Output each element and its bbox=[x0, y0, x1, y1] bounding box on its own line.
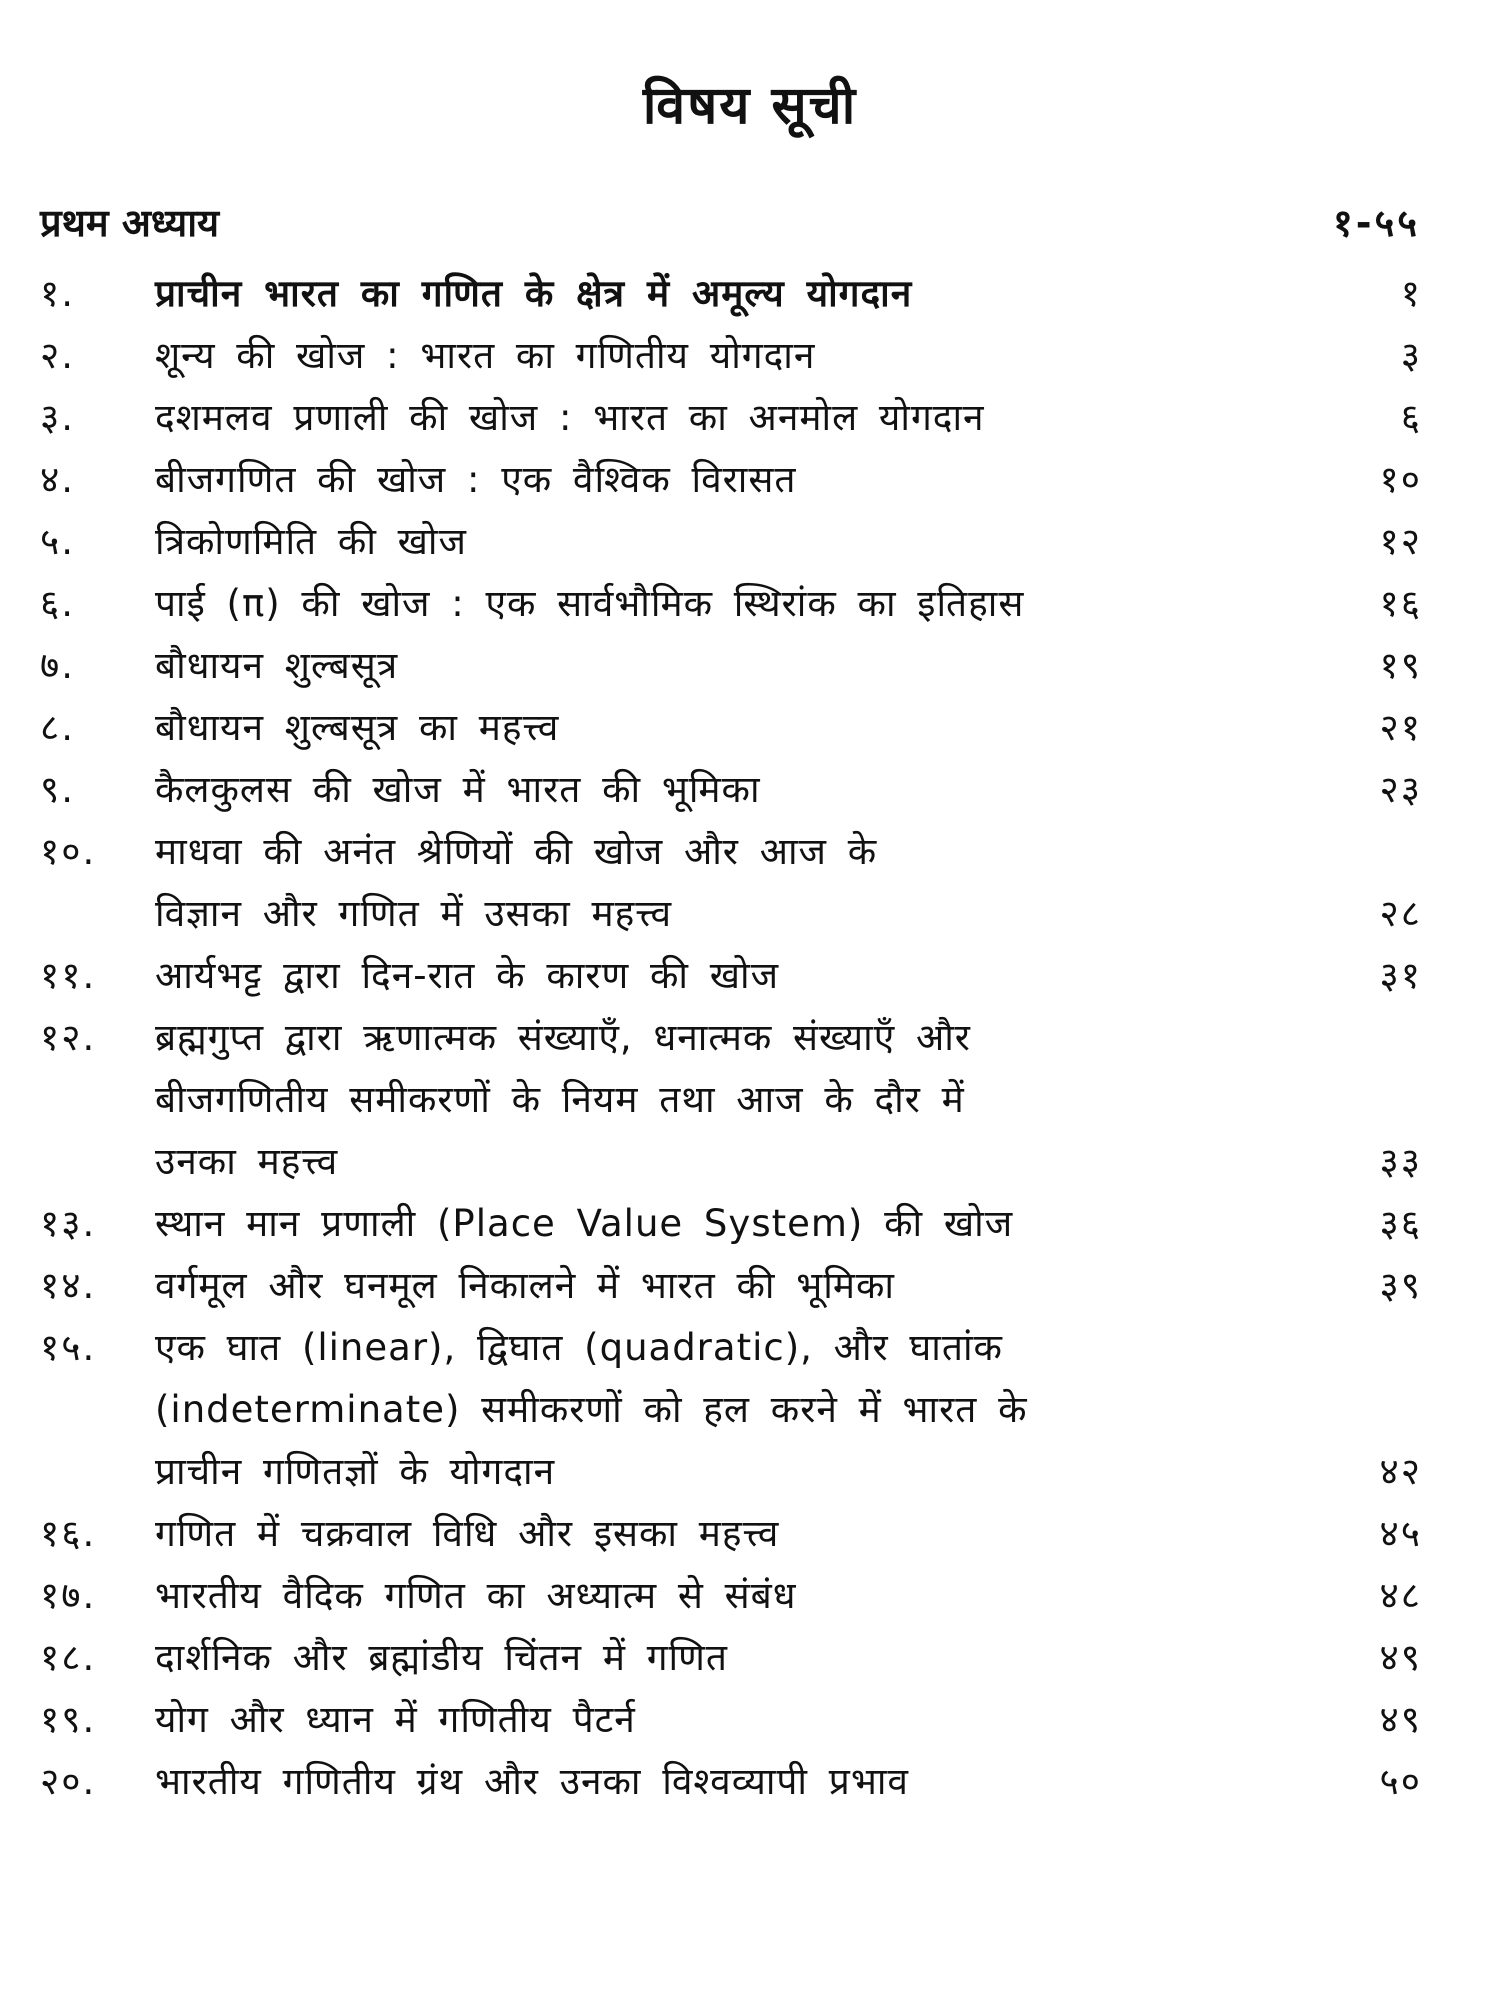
toc-entry-page: ३३ bbox=[1379, 1140, 1422, 1183]
toc-entry-number: ७. bbox=[40, 644, 76, 687]
toc-entry-page: ३६ bbox=[1379, 1202, 1422, 1245]
toc-entry-number: १४. bbox=[40, 1264, 97, 1307]
toc-entry-title-line: कैलकुलस की खोज में भारत की भूमिका bbox=[155, 768, 761, 811]
toc-entry-title-line: आर्यभट्ट द्वारा दिन-रात के कारण की खोज bbox=[155, 954, 780, 997]
toc-entry-page: ४९ bbox=[1379, 1698, 1422, 1741]
toc-entry bbox=[40, 821, 1422, 945]
toc-entry-number: २०. bbox=[40, 1760, 97, 1803]
toc-entry-page: ३ bbox=[1400, 334, 1422, 377]
toc-entry-title-line: दार्शनिक और ब्रह्मांडीय चिंतन में गणित bbox=[155, 1636, 728, 1679]
toc-entry-page: २८ bbox=[1379, 892, 1422, 935]
toc-entry-title-line: स्थान मान प्रणाली (Place Value System) की खोज bbox=[155, 1202, 1014, 1245]
toc-entry-page: २३ bbox=[1379, 768, 1422, 811]
toc-entry-title-line: एक घात (linear), द्विघात (quadratic), और घातांक bbox=[155, 1326, 1003, 1369]
toc-entry bbox=[40, 1317, 1422, 1503]
toc-entry-number: १०. bbox=[40, 830, 97, 873]
toc-entry bbox=[40, 1689, 1422, 1751]
toc-entry-page: ५० bbox=[1379, 1760, 1422, 1803]
toc-entry-title bbox=[155, 573, 1332, 635]
toc-entry-number: १६. bbox=[40, 1512, 97, 1555]
toc-entry-page: ३१ bbox=[1379, 954, 1422, 997]
toc-entry-number: १७. bbox=[40, 1574, 97, 1617]
table-of-contents bbox=[40, 263, 1422, 1813]
toc-entry-title-line: (indeterminate) समीकरणों को हल करने में भारत के bbox=[155, 1388, 1028, 1431]
toc-entry bbox=[40, 1627, 1422, 1689]
toc-entry-title bbox=[155, 821, 1332, 945]
toc-entry-title-line: विज्ञान और गणित में उसका महत्त्व bbox=[155, 892, 673, 935]
toc-entry-page: ६ bbox=[1400, 396, 1422, 439]
toc-entry-number: ६. bbox=[40, 582, 76, 625]
toc-entry-title-line: भारतीय गणितीय ग्रंथ और उनका विश्वव्यापी प्रभाव bbox=[155, 1760, 909, 1803]
toc-entry-title bbox=[155, 1565, 1332, 1627]
toc-entry bbox=[40, 511, 1422, 573]
toc-entry-title bbox=[155, 387, 1332, 449]
toc-entry-page: २१ bbox=[1379, 706, 1422, 749]
toc-entry-title bbox=[155, 1255, 1332, 1317]
toc-entry-title-line: बौधायन शुल्बसूत्र का महत्त्व bbox=[155, 706, 560, 749]
toc-entry-title bbox=[155, 697, 1332, 759]
toc-entry-page: ३९ bbox=[1379, 1264, 1422, 1307]
chapter-name: प्रथम अध्याय bbox=[40, 201, 220, 245]
toc-entry bbox=[40, 1007, 1422, 1193]
toc-entry bbox=[40, 1565, 1422, 1627]
toc-entry-title-line: पाई (π) की खोज : एक सार्वभौमिक स्थिरांक का इतिहास bbox=[155, 582, 1025, 625]
toc-entry-title bbox=[155, 325, 1332, 387]
toc-entry-title-line: वर्गमूल और घनमूल निकालने में भारत की भूमिका bbox=[155, 1264, 895, 1307]
toc-entry-number: २. bbox=[40, 334, 76, 377]
toc-entry-number: १२. bbox=[40, 1016, 97, 1059]
toc-entry-title-line: ब्रह्मगुप्त द्वारा ऋणात्मक संख्याएँ, धनात्मक संख्याएँ और bbox=[155, 1016, 971, 1059]
toc-entry bbox=[40, 325, 1422, 387]
toc-entry-title bbox=[155, 635, 1332, 697]
toc-entry bbox=[40, 1751, 1422, 1813]
toc-entry-title-line: बौधायन शुल्बसूत्र bbox=[155, 644, 399, 687]
toc-entry bbox=[40, 697, 1422, 759]
toc-entry-number: ११. bbox=[40, 954, 97, 997]
toc-entry-number: ४. bbox=[40, 458, 76, 501]
toc-entry-page: १२ bbox=[1379, 520, 1422, 563]
toc-entry bbox=[40, 635, 1422, 697]
toc-entry bbox=[40, 1193, 1422, 1255]
toc-entry-title-line: प्राचीन गणितज्ञों के योगदान bbox=[155, 1450, 556, 1493]
toc-entry-title bbox=[155, 1007, 1332, 1193]
toc-entry-title-line: दशमलव प्रणाली की खोज : भारत का अनमोल योगदान bbox=[155, 396, 985, 439]
toc-entry-title bbox=[155, 1503, 1332, 1565]
toc-entry-number: ५. bbox=[40, 520, 76, 563]
toc-entry-number: ९. bbox=[40, 768, 76, 811]
chapter-page-range: १-५५ bbox=[1332, 201, 1420, 245]
toc-entry-title-line: बीजगणितीय समीकरणों के नियम तथा आज के दौर में bbox=[155, 1078, 965, 1121]
toc-entry-number: १३. bbox=[40, 1202, 97, 1245]
toc-entry-number: १. bbox=[40, 272, 76, 315]
toc-entry-page: ४९ bbox=[1379, 1636, 1422, 1679]
toc-entry bbox=[40, 759, 1422, 821]
toc-entry-title bbox=[155, 1193, 1332, 1255]
toc-entry-title bbox=[155, 945, 1332, 1007]
toc-entry bbox=[40, 573, 1422, 635]
toc-entry bbox=[40, 1503, 1422, 1565]
toc-entry-number: १८. bbox=[40, 1636, 97, 1679]
toc-entry bbox=[40, 1255, 1422, 1317]
toc-entry-page: १० bbox=[1379, 458, 1422, 501]
toc-entry-title bbox=[155, 263, 1332, 325]
toc-entry-title-line: योग और ध्यान में गणितीय पैटर्न bbox=[155, 1698, 636, 1741]
toc-entry-title bbox=[155, 1317, 1332, 1503]
toc-entry-page: १९ bbox=[1379, 644, 1422, 687]
toc-entry bbox=[40, 945, 1422, 1007]
toc-entry-title bbox=[155, 1627, 1332, 1689]
toc-entry-title-line: प्राचीन भारत का गणित के क्षेत्र में अमूल्य योगदान bbox=[155, 272, 913, 315]
toc-entry bbox=[40, 387, 1422, 449]
toc-entry-title-line: शून्य की खोज : भारत का गणितीय योगदान bbox=[155, 334, 816, 377]
toc-entry bbox=[40, 449, 1422, 511]
toc-entry-title-line: त्रिकोणमिति की खोज bbox=[155, 520, 467, 563]
toc-entry-title bbox=[155, 759, 1332, 821]
toc-entry-title bbox=[155, 511, 1332, 573]
chapter-heading-row bbox=[40, 196, 1420, 252]
toc-entry-page: १६ bbox=[1379, 582, 1422, 625]
toc-entry-page: ४५ bbox=[1379, 1512, 1422, 1555]
toc-entry-title bbox=[155, 1751, 1332, 1813]
toc-entry-title-line: भारतीय वैदिक गणित का अध्यात्म से संबंध bbox=[155, 1574, 797, 1617]
toc-entry-page: ४८ bbox=[1379, 1574, 1422, 1617]
toc-entry bbox=[40, 263, 1422, 325]
toc-entry-number: १९. bbox=[40, 1698, 97, 1741]
toc-entry-title bbox=[155, 449, 1332, 511]
toc-entry-title bbox=[155, 1689, 1332, 1751]
toc-entry-title-line: उनका महत्त्व bbox=[155, 1140, 339, 1183]
toc-entry-title-line: माधवा की अनंत श्रेणियों की खोज और आज के bbox=[155, 830, 878, 873]
page-title: विषय सूची bbox=[642, 76, 858, 136]
toc-entry-title-line: बीजगणित की खोज : एक वैश्विक विरासत bbox=[155, 458, 797, 501]
toc-entry-number: ३. bbox=[40, 396, 76, 439]
toc-entry-number: १५. bbox=[40, 1326, 97, 1369]
toc-entry-page: ४२ bbox=[1379, 1450, 1422, 1493]
toc-entry-number: ८. bbox=[40, 706, 76, 749]
toc-entry-title-line: गणित में चक्रवाल विधि और इसका महत्त्व bbox=[155, 1512, 780, 1555]
toc-entry-page: १ bbox=[1400, 272, 1422, 315]
